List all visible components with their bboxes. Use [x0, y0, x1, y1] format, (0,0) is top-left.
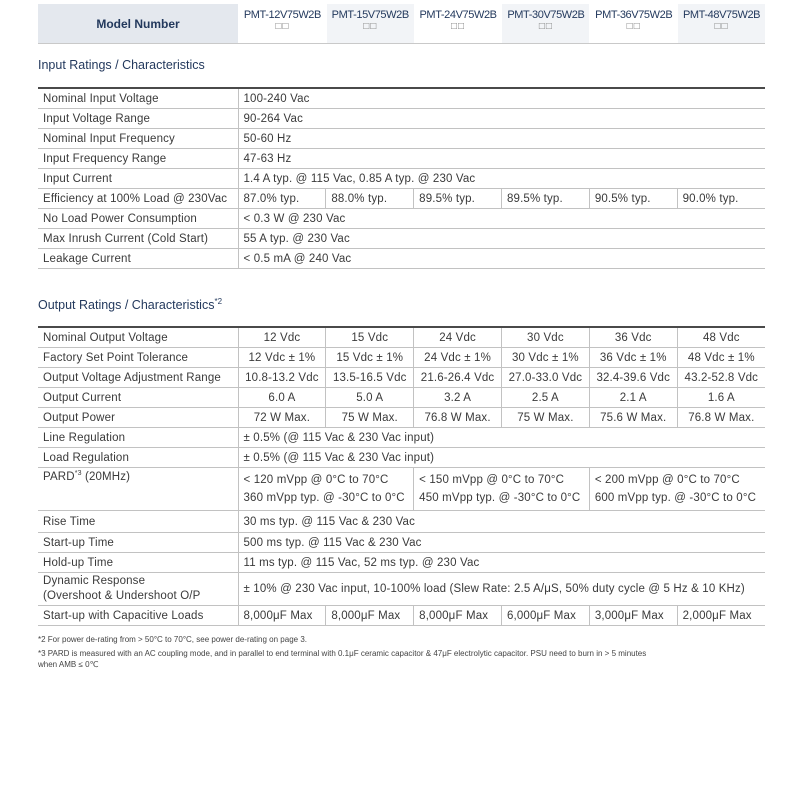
- model-number-header: [38, 4, 765, 44]
- table-row: [38, 606, 765, 626]
- input-ratings-table: [38, 87, 765, 269]
- cell-value: 89.5% typ.: [501, 189, 589, 209]
- table-row: [38, 388, 765, 408]
- footnote-3-cont: when AMB ≤ 0℃: [38, 660, 99, 669]
- row-label: Input Voltage Range: [38, 109, 238, 129]
- cell-value: 27.0-33.0 Vdc: [501, 368, 589, 388]
- row-value: < 0.5 mA @ 240 Vac: [238, 249, 765, 269]
- cell-value: 24 Vdc: [414, 327, 502, 348]
- row-value: 55 A typ. @ 230 Vac: [238, 229, 765, 249]
- row-value: 1.4 A typ. @ 115 Vac, 0.85 A typ. @ 230 Vac: [238, 169, 765, 189]
- table-row: [38, 468, 765, 511]
- cell-value: 10.8-13.2 Vdc: [238, 368, 326, 388]
- pard-line: < 150 mVpp @ 0°C to 70°C: [419, 474, 565, 486]
- model-column-3: [414, 4, 502, 43]
- model-column-6: [677, 4, 765, 43]
- table-row: [38, 169, 765, 189]
- table-row: [38, 249, 765, 269]
- row-value: ± 0.5% (@ 115 Vac & 230 Vac input): [238, 428, 765, 448]
- cell-value: 1.6 A: [677, 388, 765, 408]
- table-row: [38, 573, 765, 606]
- cell-value: 76.8 W Max.: [414, 408, 502, 428]
- row-label: Hold-up Time: [38, 553, 238, 573]
- model-name: PMT-12V75W2B: [243, 9, 321, 21]
- footnote-2: *2 For power de-rating from > 50°C to 70°C, see power de-rating on page 3.: [38, 635, 307, 644]
- row-value: < 0.3 W @ 230 Vac: [238, 209, 765, 229]
- cell-value: 8,000μF Max: [326, 606, 414, 626]
- cell-value: 87.0% typ.: [238, 189, 326, 209]
- cell-value: 2.1 A: [589, 388, 677, 408]
- footnotes: [38, 634, 765, 670]
- row-value: 47-63 Hz: [238, 149, 765, 169]
- cell-value: 12 Vdc ± 1%: [238, 348, 326, 368]
- row-value: 500 ms typ. @ 115 Vac & 230 Vac: [238, 533, 765, 553]
- table-row: [38, 109, 765, 129]
- cell-value: 48 Vdc: [677, 327, 765, 348]
- row-label: [38, 573, 238, 606]
- model-glyph: □□: [538, 21, 553, 32]
- cell-value: 76.8 W Max.: [677, 408, 765, 428]
- table-row: [38, 129, 765, 149]
- model-name: PMT-24V75W2B: [419, 9, 497, 21]
- row-label: Line Regulation: [38, 428, 238, 448]
- cell-value: 89.5% typ.: [414, 189, 502, 209]
- cell-value: 2,000μF Max: [677, 606, 765, 626]
- cell-value: 88.0% typ.: [326, 189, 414, 209]
- row-label: Start-up Time: [38, 533, 238, 553]
- row-value: 11 ms typ. @ 115 Vac, 52 ms typ. @ 230 Vac: [238, 553, 765, 573]
- cell-value: 32.4-39.6 Vdc: [589, 368, 677, 388]
- model-name: PMT-36V75W2B: [595, 9, 673, 21]
- row-label: Start-up with Capacitive Loads: [38, 606, 238, 626]
- model-glyph: □□: [714, 21, 729, 32]
- pard-label: PARD: [43, 470, 75, 483]
- row-label: Input Frequency Range: [38, 149, 238, 169]
- cell-value: 30 Vdc: [501, 327, 589, 348]
- cell-value: 15 Vdc: [326, 327, 414, 348]
- cell-value: 3.2 A: [414, 388, 502, 408]
- cell-value: 43.2-52.8 Vdc: [677, 368, 765, 388]
- pard-group-3: [589, 468, 765, 511]
- table-row: [38, 428, 765, 448]
- row-label: Factory Set Point Tolerance: [38, 348, 238, 368]
- cell-value: 36 Vdc ± 1%: [589, 348, 677, 368]
- model-column-5: [589, 4, 677, 43]
- cell-value: 90.5% typ.: [589, 189, 677, 209]
- row-value: ± 0.5% (@ 115 Vac & 230 Vac input): [238, 448, 765, 468]
- row-value: 90-264 Vac: [238, 109, 765, 129]
- cell-value: 75.6 W Max.: [589, 408, 677, 428]
- model-glyph: □□: [451, 21, 466, 32]
- row-value: 100-240 Vac: [238, 88, 765, 109]
- cell-value: 90.0% typ.: [677, 189, 765, 209]
- model-glyph: □□: [626, 21, 641, 32]
- pard-label-suffix: (20MHz): [81, 470, 131, 483]
- output-title-text: Output Ratings / Characteristics: [38, 298, 215, 313]
- cell-value: 2.5 A: [501, 388, 589, 408]
- cell-value: 3,000μF Max: [589, 606, 677, 626]
- cell-value: 21.6-26.4 Vdc: [414, 368, 502, 388]
- row-label: Nominal Input Frequency: [38, 129, 238, 149]
- table-row: [38, 553, 765, 573]
- cell-value: 72 W Max.: [238, 408, 326, 428]
- row-label: [38, 468, 238, 511]
- pard-group-2: [414, 468, 590, 511]
- cell-value: 6.0 A: [238, 388, 326, 408]
- row-label: Max Inrush Current (Cold Start): [38, 229, 238, 249]
- cell-value: 8,000μF Max: [238, 606, 326, 626]
- cell-value: 36 Vdc: [589, 327, 677, 348]
- cell-value: 6,000μF Max: [501, 606, 589, 626]
- model-glyph: □□: [275, 21, 290, 32]
- cell-value: 13.5-16.5 Vdc: [326, 368, 414, 388]
- model-glyph: □□: [363, 21, 378, 32]
- table-row: [38, 408, 765, 428]
- pard-line: 600 mVpp typ. @ -30°C to 0°C: [594, 492, 757, 504]
- row-value: 30 ms typ. @ 115 Vac & 230 Vac: [238, 511, 765, 533]
- model-name: PMT-48V75W2B: [682, 9, 761, 21]
- row-value: 50-60 Hz: [238, 129, 765, 149]
- table-row: [38, 88, 765, 109]
- model-column-2: [326, 4, 414, 43]
- cell-value: 24 Vdc ± 1%: [414, 348, 502, 368]
- row-label: Efficiency at 100% Load @ 230Vac: [38, 189, 238, 209]
- row-label: Nominal Output Voltage: [38, 327, 238, 348]
- footnote-3: *3 PARD is measured with an AC coupling mode, and in parallel to end terminal with 0.1μF ceramic capacitor & 47μF electrolytic capacitor. PSU need to burn in > 5 minutes: [38, 649, 647, 658]
- row-label: Output Power: [38, 408, 238, 428]
- output-section-title: [38, 297, 222, 312]
- table-row: [38, 149, 765, 169]
- pard-line: 450 mVpp typ. @ -30°C to 0°C: [419, 492, 581, 504]
- row-label: No Load Power Consumption: [38, 209, 238, 229]
- cell-value: 48 Vdc ± 1%: [677, 348, 765, 368]
- pard-line: < 120 mVpp @ 0°C to 70°C: [243, 474, 389, 486]
- table-row: [38, 348, 765, 368]
- model-column-1: [238, 4, 326, 43]
- cell-value: 5.0 A: [326, 388, 414, 408]
- row-label: Rise Time: [38, 511, 238, 533]
- pard-footnote-ref: *3: [74, 470, 82, 477]
- cell-value: 15 Vdc ± 1%: [326, 348, 414, 368]
- row-label: Leakage Current: [38, 249, 238, 269]
- table-row: [38, 327, 765, 348]
- row-label: Output Current: [38, 388, 238, 408]
- model-number-label: Model Number: [38, 4, 238, 43]
- input-section-title: Input Ratings / Characteristics: [38, 58, 205, 72]
- table-row: [38, 229, 765, 249]
- table-row: [38, 533, 765, 553]
- model-name: PMT-30V75W2B: [507, 9, 585, 21]
- cell-value: 75 W Max.: [326, 408, 414, 428]
- cell-value: 75 W Max.: [501, 408, 589, 428]
- pard-group-1: [238, 468, 414, 511]
- pard-line: 360 mVpp typ. @ -30°C to 0°C: [243, 492, 405, 504]
- cell-value: 30 Vdc ± 1%: [501, 348, 589, 368]
- table-row: [38, 209, 765, 229]
- row-label: Nominal Input Voltage: [38, 88, 238, 109]
- model-column-4: [501, 4, 589, 43]
- row-label: Load Regulation: [38, 448, 238, 468]
- dynamic-label-line: (Overshoot & Undershoot O/P: [43, 590, 201, 602]
- table-row: [38, 368, 765, 388]
- dynamic-label-line: Dynamic Response: [43, 575, 146, 587]
- table-row: [38, 189, 765, 209]
- row-value: ± 10% @ 230 Vac input, 10-100% load (Slew Rate: 2.5 A/μS, 50% duty cycle @ 5 Hz & 10 KHz): [238, 573, 765, 606]
- table-row: [38, 511, 765, 533]
- model-name: PMT-15V75W2B: [331, 9, 409, 21]
- pard-line: < 200 mVpp @ 0°C to 70°C: [594, 474, 740, 486]
- cell-value: 8,000μF Max: [414, 606, 502, 626]
- output-title-footnote-ref: *2: [214, 297, 223, 306]
- row-label: Output Voltage Adjustment Range: [38, 368, 238, 388]
- output-ratings-table: [38, 326, 765, 626]
- cell-value: 12 Vdc: [238, 327, 326, 348]
- table-row: [38, 448, 765, 468]
- row-label: Input Current: [38, 169, 238, 189]
